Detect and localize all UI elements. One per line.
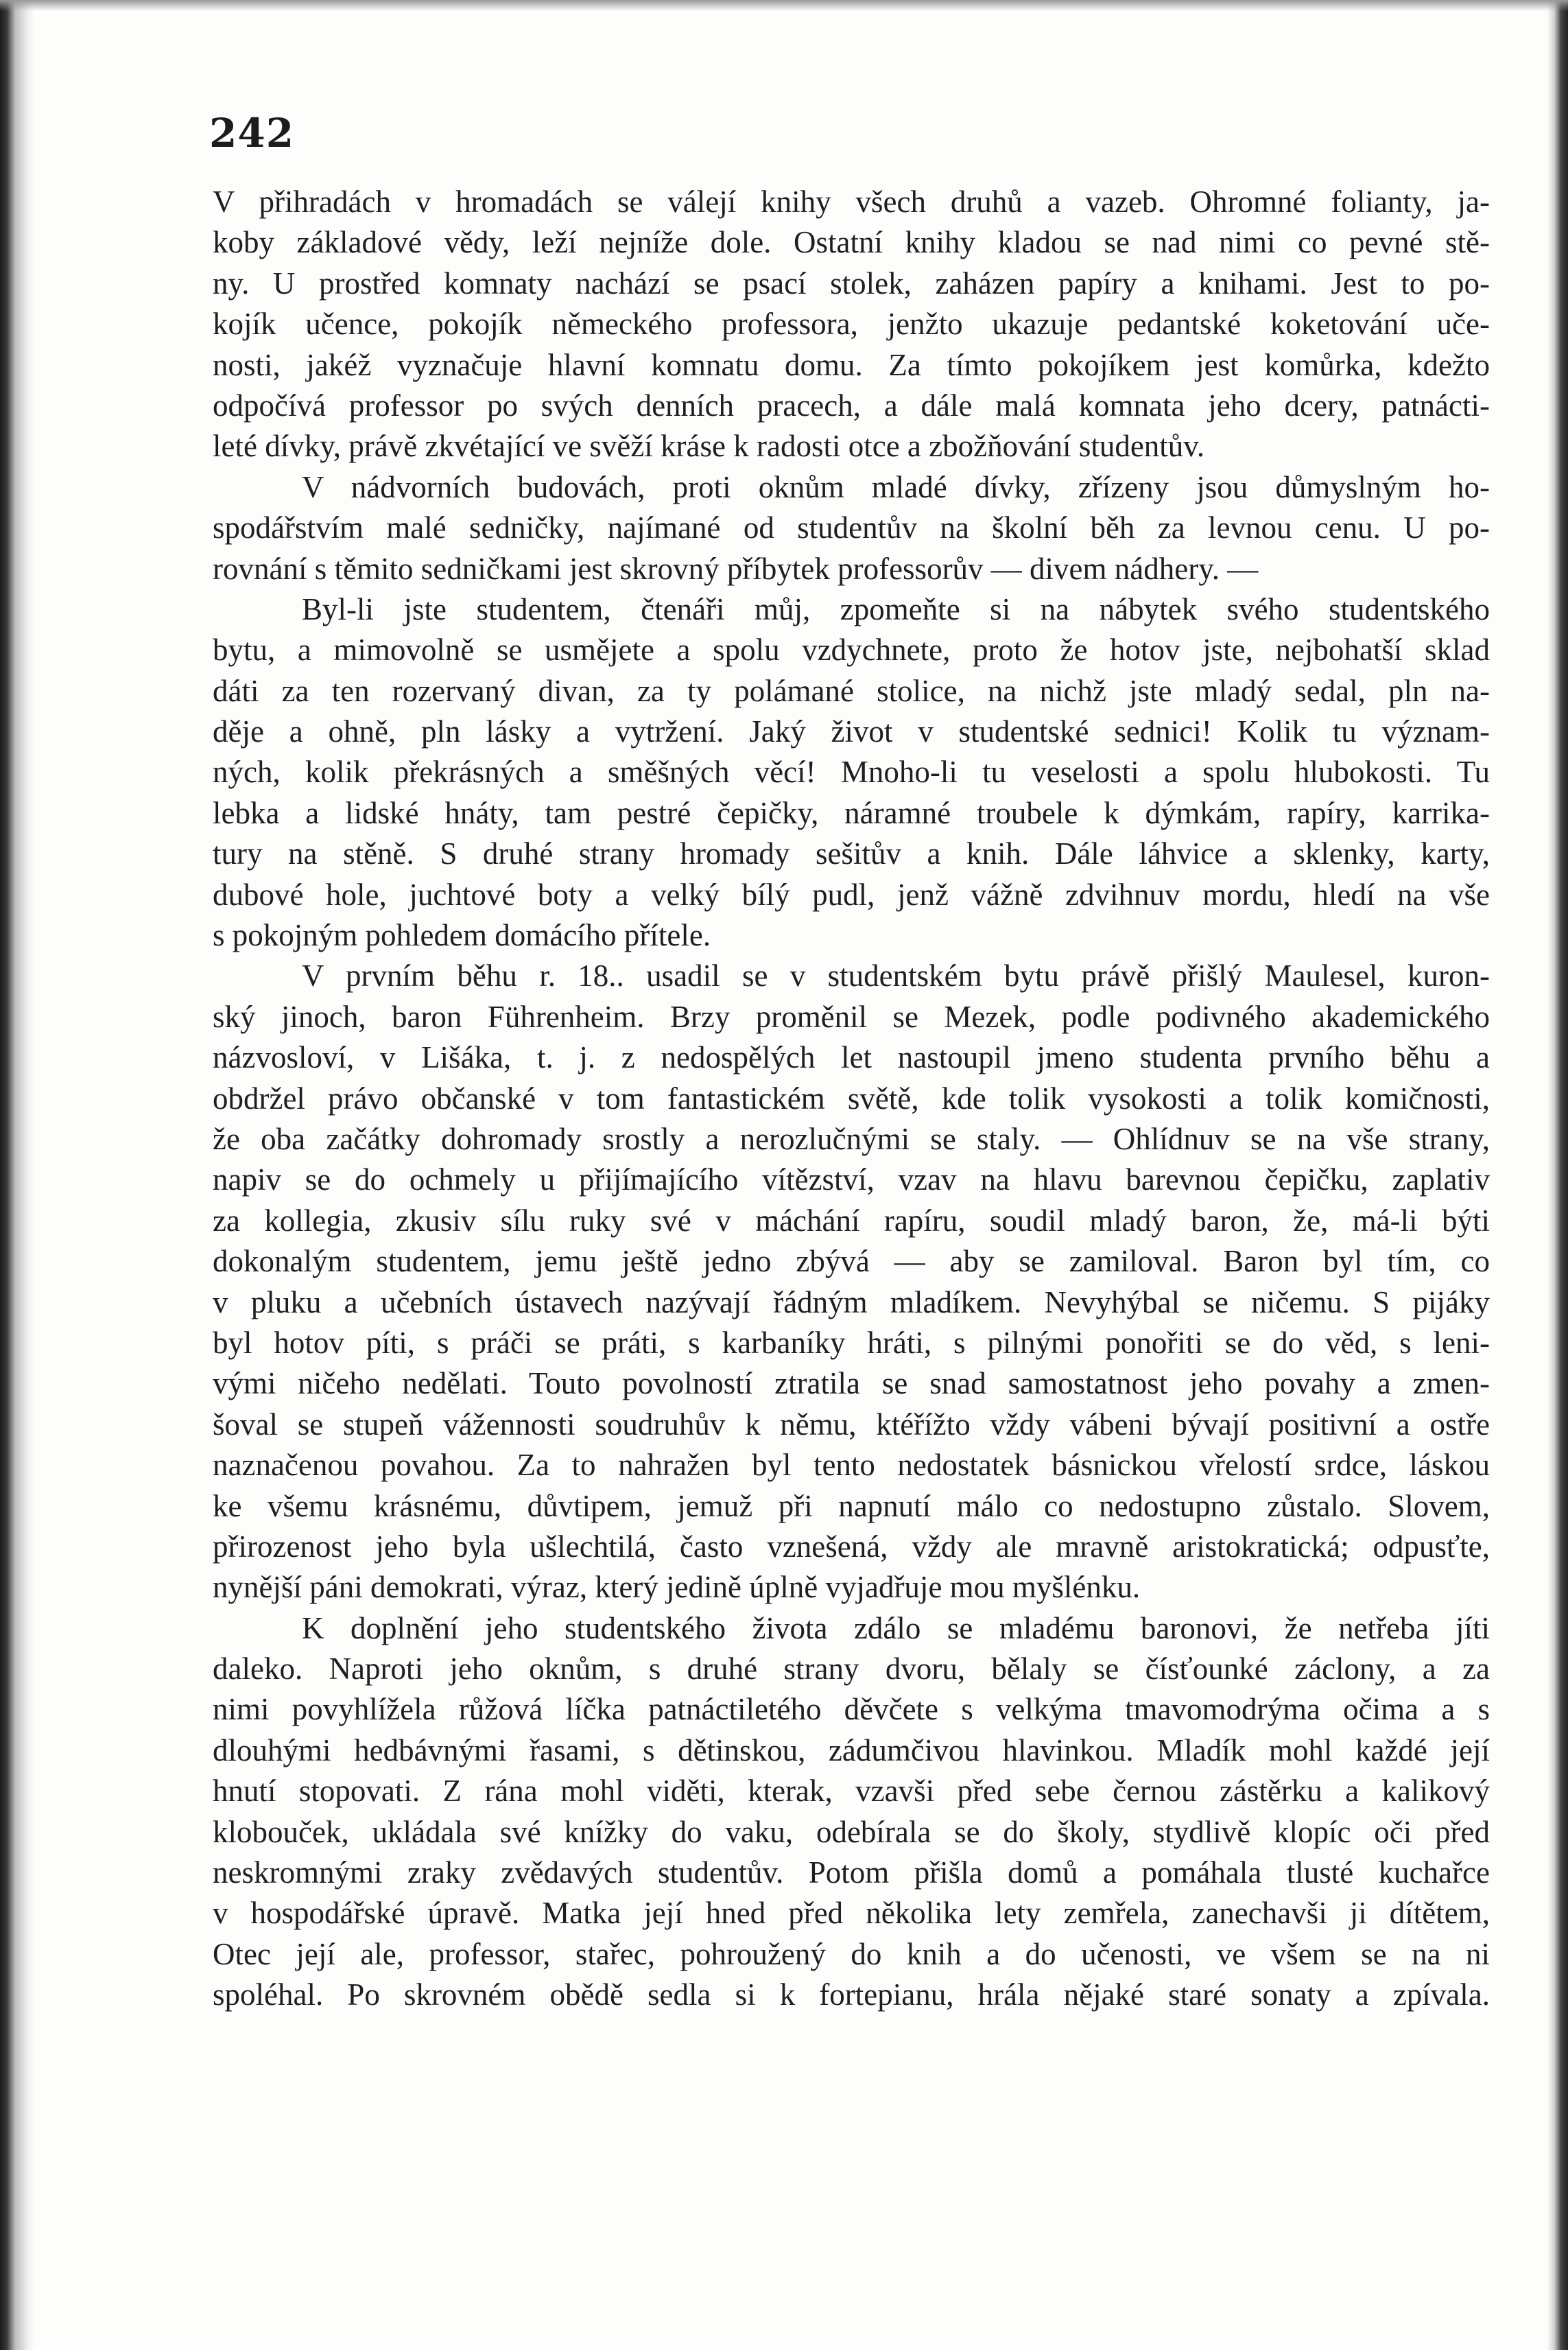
text-line: byl hotov píti, s práči se práti, s karbaníky hráti, s pilnými ponořiti se do věd, s leni-	[213, 1325, 1490, 1360]
text-line: šoval se stupeň vážennosti soudruhův k němu, ktéřížto vždy vábeni bývají positivní a ostře	[213, 1407, 1490, 1442]
text-line: K doplnění jeho studentského života zdálo se mladému baronovi, že netřeba jíti	[302, 1610, 1490, 1645]
text-line: nosti, jakéž vyznačuje hlavní komnatu domu. Za tímto pokojíkem jest komůrka, kdežto	[213, 347, 1490, 382]
body-text	[213, 182, 1490, 2016]
text-line: názvosloví, v Lišáka, t. j. z nedospělých let nastoupil jmeno studenta prvního běhu a	[213, 1040, 1490, 1075]
text-line: spoléhal. Po skrovném obědě sedla si k fortepianu, hrála nějaké staré sonaty a zpívala.	[213, 1977, 1490, 2012]
text-line: nimi povyhlížela růžová líčka patnáctiletého děvčete s velkýma tmavomodrýma očima a s	[213, 1692, 1490, 1727]
text-line: přirozenost jeho byla ušlechtilá, často vznešená, vždy ale mravně aristokratická; odpusťte,	[213, 1529, 1490, 1564]
text-line: že oba začátky dohromady srostly a nerozlučnými se staly. — Ohlídnuv se na vše strany,	[213, 1121, 1490, 1156]
text-line: vými ničeho nedělati. Touto povolností ztratila se snad samostatnost jeho povahy a zmen-	[213, 1366, 1490, 1401]
text-line: hnutí stopovati. Z rána mohl viděti, kterak, vzavši před sebe černou zástěrku a kalikový	[213, 1774, 1490, 1809]
text-line: v pluku a učebních ústavech nazývají řádným mladíkem. Nevyhýbal se ničemu. S pijáky	[213, 1284, 1490, 1319]
text-line: napiv se do ochmely u přijímajícího vítězství, vzav na hlavu barevnou čepičku, zaplativ	[213, 1162, 1490, 1197]
text-line: Otec její ale, professor, stařec, pohroužený do knih a do učenosti, ve všem se na ni	[213, 1936, 1490, 1971]
text-line: koby základové vědy, leží nejníže dole. Ostatní knihy kladou se nad nimi co pevné stě-	[213, 225, 1490, 260]
text-line: V nádvorních budovách, proti oknům mladé dívky, zřízeny jsou důmyslným ho-	[302, 469, 1490, 504]
text-line: obdržel právo občanské v tom fantastickém světě, kde tolik vysokosti a tolik komičnosti,	[213, 1081, 1490, 1116]
text-line: daleko. Naproti jeho oknům, s druhé strany dvoru, bělaly se čísťounké záclony, a za	[213, 1652, 1490, 1687]
text-line: Byl-li jste studentem, čtenáři můj, zpomeňte si na nábytek svého studentského	[302, 591, 1490, 626]
text-line: ský jinoch, baron Führenheim. Brzy proměnil se Mezek, podle podivného akademického	[213, 999, 1490, 1034]
text-line: ke všemu krásnému, důvtipem, jemuž při napnutí málo co nedostupno zůstalo. Slovem,	[213, 1488, 1490, 1523]
text-line: naznačenou povahou. Za to nahražen byl tento nedostatek básnickou vřelostí srdce, láskou	[213, 1448, 1490, 1483]
text-line: klobouček, ukládala své knížky do vaku, odebírala se do školy, stydlivě klopíc oči před	[213, 1814, 1490, 1849]
text-line: děje a ohně, pln lásky a vytržení. Jaký život v studentské sednici! Kolik tu význam-	[213, 714, 1490, 749]
text-line: dokonalým studentem, jemu ještě jedno zbývá — aby se zamiloval. Baron byl tím, co	[213, 1244, 1490, 1279]
scan-left-edge	[0, 0, 34, 2350]
text-line: leté dívky, právě zkvétající ve svěží kráse k radosti otce a zbožňování studentův.	[213, 429, 1205, 464]
scan-top-edge	[0, 0, 1568, 11]
scan-right-edge	[1547, 0, 1568, 2350]
page-number: 242	[209, 110, 295, 156]
text-line: ny. U prostřed komnaty nachází se psací stolek, zaházen papíry a knihami. Jest to po-	[213, 266, 1490, 301]
text-line: spodářstvím malé sedničky, najímané od studentův na školní běh za levnou cenu. U po-	[213, 510, 1490, 545]
text-line: v hospodářské úpravě. Matka její hned před několika lety zemřela, zanechavši ji dítětem,	[213, 1896, 1490, 1931]
text-line: s pokojným pohledem domácího přítele.	[213, 918, 711, 953]
text-line: bytu, a mimovolně se usmějete a spolu vzdychnete, proto že hotov jste, nejbohatší sklad	[213, 633, 1490, 668]
text-line: dáti za ten rozervaný divan, za ty polámané stolice, na nichž jste mladý sedal, pln na-	[213, 673, 1490, 708]
text-line: lebka a lidské hnáty, tam pestré čepičky, náramné troubele k dýmkám, rapíry, karrika-	[213, 795, 1490, 830]
text-line: dubové hole, juchtové boty a velký bílý pudl, jenž vážně zdvihnuv mordu, hledí na vše	[213, 877, 1490, 912]
text-line: V přihradách v hromadách se válejí knihy všech druhů a vazeb. Ohromné folianty, ja-	[213, 185, 1490, 219]
text-line: dlouhými hedbávnými řasami, s dětinskou, zádumčivou hlavinkou. Mladík mohl každé její	[213, 1732, 1490, 1767]
text-line: tury na stěně. S druhé strany hromady sešitův a knih. Dále láhvice a sklenky, karty,	[213, 836, 1490, 871]
text-line: za kollegia, zkusiv sílu ruky své v máchání rapíru, soudil mladý baron, že, má-li býti	[213, 1203, 1490, 1238]
text-line: nynější páni demokrati, výraz, který jedině úplně vyjadřuje mou myšlénku.	[213, 1570, 1141, 1605]
text-line: V prvním běhu r. 18.. usadil se v studentském bytu právě přišlý Maulesel, kuron-	[302, 959, 1490, 994]
text-line: rovnání s těmito sedničkami jest skrovný příbytek professorův — divem nádhery. —	[213, 551, 1259, 586]
text-line: neskromnými zraky zvědavých studentův. Potom přišla domů a pomáhala tlusté kuchařce	[213, 1855, 1490, 1890]
text-line: kojík učence, pokojík německého professora, jenžto ukazuje pedantské koketování uče-	[213, 307, 1490, 342]
text-line: odpočívá professor po svých denních pracech, a dále malá komnata jeho dcery, patnácti-	[213, 388, 1490, 423]
text-line: ných, kolik překrásných a směšných věcí! Mnoho-li tu veselosti a spolu hlubokosti. Tu	[213, 755, 1490, 790]
